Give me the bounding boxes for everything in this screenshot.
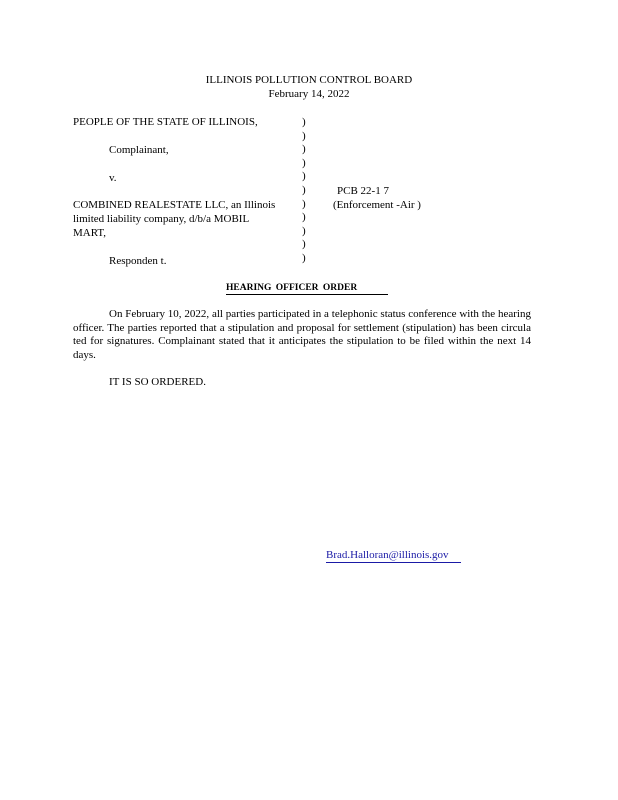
plaintiff-role: Complainant, <box>109 144 169 156</box>
order-date: February 14, 2022 <box>268 88 350 100</box>
caption-paren: ) <box>302 170 306 183</box>
respondent-line-2: limited liability company, d/b/a MOBIL <box>73 213 250 225</box>
caption-paren: ) <box>302 251 306 264</box>
order-title: HEARING OFFICER ORDER <box>226 283 388 295</box>
caption-paren: ) <box>302 211 306 224</box>
caption-paren: ) <box>302 129 306 142</box>
caption-paren: ) <box>302 224 306 237</box>
so-ordered: IT IS SO ORDERED. <box>109 376 206 388</box>
respondent-role: Responden t. <box>109 255 167 267</box>
plaintiff-name: PEOPLE OF THE STATE OF ILLINOIS, <box>73 116 258 128</box>
caption-divider <box>302 116 306 266</box>
caption-paren: ) <box>302 143 306 156</box>
respondent-line-3: MART, <box>73 227 107 239</box>
caption-paren: ) <box>302 183 306 196</box>
caption-paren: ) <box>302 116 306 128</box>
case-number: PCB 22-1 7 <box>337 185 389 197</box>
body-paragraph: On February 10, 2022, all parties participated in a telephonic status conference with the hearing officer. The parties reported that a stipulation and proposal for settlement (stipulation) has been circula ted for signatures. Complainant stated that it anticipates the stipulation to be filed within the next 14 days. <box>73 308 531 361</box>
email-link[interactable]: Brad.Halloran@illinois.gov <box>326 549 461 563</box>
versus-label: v. <box>109 172 117 184</box>
case-type: (Enforcement -Air ) <box>333 199 421 211</box>
caption-paren: ) <box>302 156 306 169</box>
caption-paren: ) <box>302 238 306 251</box>
respondent-line-1: COMBINED REALESTATE LLC, an Illinois <box>73 199 276 211</box>
board-name: ILLINOIS POLLUTION CONTROL BOARD <box>205 74 413 86</box>
caption-paren: ) <box>302 197 306 210</box>
